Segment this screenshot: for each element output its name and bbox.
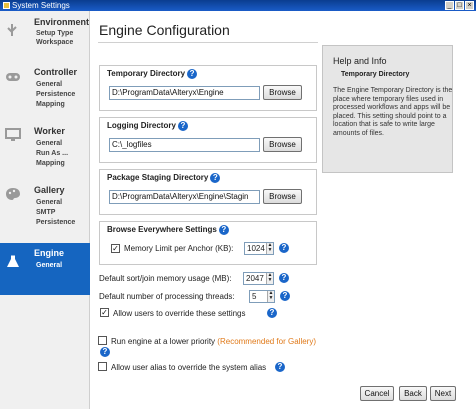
help-icon[interactable]: ? [280,291,290,301]
memory-limit-value: 1024 [247,244,265,253]
cancel-button[interactable]: Cancel [360,386,394,401]
logging-dir-label: Logging Directory [107,121,176,131]
window-title: System Settings [12,1,70,10]
staging-dir-input[interactable]: D:\ProgramData\Alteryx\Engine\Stagin [109,190,260,204]
palette-icon [5,187,23,203]
sort-join-input[interactable] [243,272,274,285]
monitor-icon [5,128,23,144]
help-icon[interactable]: ? [279,273,289,283]
lower-priority-checkbox[interactable] [98,336,107,345]
threads-value: 5 [252,292,257,301]
nav-group-worker[interactable] [0,126,90,176]
allow-override-checkbox[interactable]: ✓ [101,308,108,317]
back-button[interactable]: Back [399,386,427,401]
nav-group-controller[interactable] [0,67,90,117]
nav-group-title: Worker [34,126,65,136]
nav-item-persistence[interactable]: Persistence [36,219,76,226]
gamepad-icon [5,70,23,86]
nav-group-engine[interactable] [0,243,90,295]
recommended-note: (Recommended for Gallery) [217,337,316,346]
nav-group-title: Controller [34,67,78,77]
lower-priority-label: Run engine at a lower priority [111,337,216,346]
help-icon[interactable]: ? [187,69,197,79]
user-alias-label: Allow user alias to override the system alias [111,363,267,372]
user-alias-checkbox[interactable] [98,362,107,371]
allow-override-label: Allow users to override these settings [113,309,246,318]
help-icon[interactable]: ? [275,362,285,372]
close-button[interactable]: × [465,1,474,10]
help-body: The Engine Temporary Directory is the place where temporary files used in processed workflows and apps will be placed. This setting should point to a location that is safe to write large amounts of files. [333,87,453,137]
nav-item-general[interactable]: General [36,81,63,88]
next-button[interactable]: Next [430,386,456,401]
threads-label: Default number of processing threads: [99,292,235,301]
help-icon[interactable]: ? [267,308,277,318]
memory-limit-input[interactable] [244,242,274,255]
sort-join-label: Default sort/join memory usage (MB): [99,274,232,283]
staging-dir-label: Package Staging Directory [107,173,209,183]
temp-dir-group [99,65,317,111]
divider [98,42,318,43]
sidebar [0,11,90,409]
flask-icon [5,253,23,269]
nav-item-persistence[interactable]: Persistence [36,91,76,98]
spinner-arrows[interactable]: ▲ ▼ [267,272,273,283]
nav-item-setup-type[interactable]: Setup Type [36,30,74,37]
spinner-arrows[interactable]: ▲ ▼ [267,242,273,253]
logging-dir-browse-button[interactable]: Browse [263,137,302,152]
nav-group-environment[interactable] [0,17,90,62]
nav-group-title: Environment [34,17,90,27]
nav-group-title: Engine [34,248,65,258]
help-icon[interactable]: ? [100,347,110,357]
browse-everywhere-label: Browse Everywhere Settings [107,225,217,235]
window-controls [445,1,474,10]
temp-dir-browse-button[interactable]: Browse [263,85,302,100]
memory-limit-label: Memory Limit per Anchor (KB): [124,244,234,253]
title-bar [0,0,476,11]
sort-join-value: 2047 [246,274,264,283]
help-icon[interactable]: ? [178,121,188,131]
nav-item-smtp[interactable]: SMTP [36,209,56,216]
spinner-arrows[interactable]: ▲ ▼ [268,290,274,301]
page-title: Engine Configuration [99,22,230,38]
leaf-icon [5,23,23,39]
nav-group-title: Gallery [34,185,65,195]
nav-item-mapping[interactable]: Mapping [36,101,65,108]
maximize-button[interactable]: □ [455,1,464,10]
nav-item-general[interactable]: General [36,140,63,147]
help-subtitle: Temporary Directory [341,71,410,78]
memory-limit-checkbox[interactable]: ✓ [112,244,119,253]
logging-dir-input[interactable]: C:\_logfiles [109,138,260,152]
logging-dir-group [99,117,317,163]
temp-dir-input[interactable]: D:\ProgramData\Alteryx\Engine [109,86,260,100]
nav-group-gallery[interactable] [0,185,90,235]
staging-dir-group [99,169,317,215]
threads-input[interactable] [249,290,275,303]
nav-item-run-as[interactable]: Run As ... [36,150,69,157]
help-icon[interactable]: ? [210,173,220,183]
main-panel [91,11,476,409]
nav-item-general[interactable]: General [36,199,63,206]
nav-item-general[interactable]: General [36,262,63,269]
help-title: Help and Info [333,56,387,66]
staging-dir-browse-button[interactable]: Browse [263,189,302,204]
app-icon [3,2,10,9]
minimize-button[interactable]: _ [445,1,454,10]
browse-everywhere-group [99,221,317,265]
help-icon[interactable]: ? [279,243,289,253]
help-panel [322,45,453,173]
nav-item-mapping[interactable]: Mapping [36,160,65,167]
nav-item-workspace[interactable]: Workspace [36,39,74,46]
temp-dir-label: Temporary Directory [107,69,186,79]
help-icon[interactable]: ? [219,225,229,235]
